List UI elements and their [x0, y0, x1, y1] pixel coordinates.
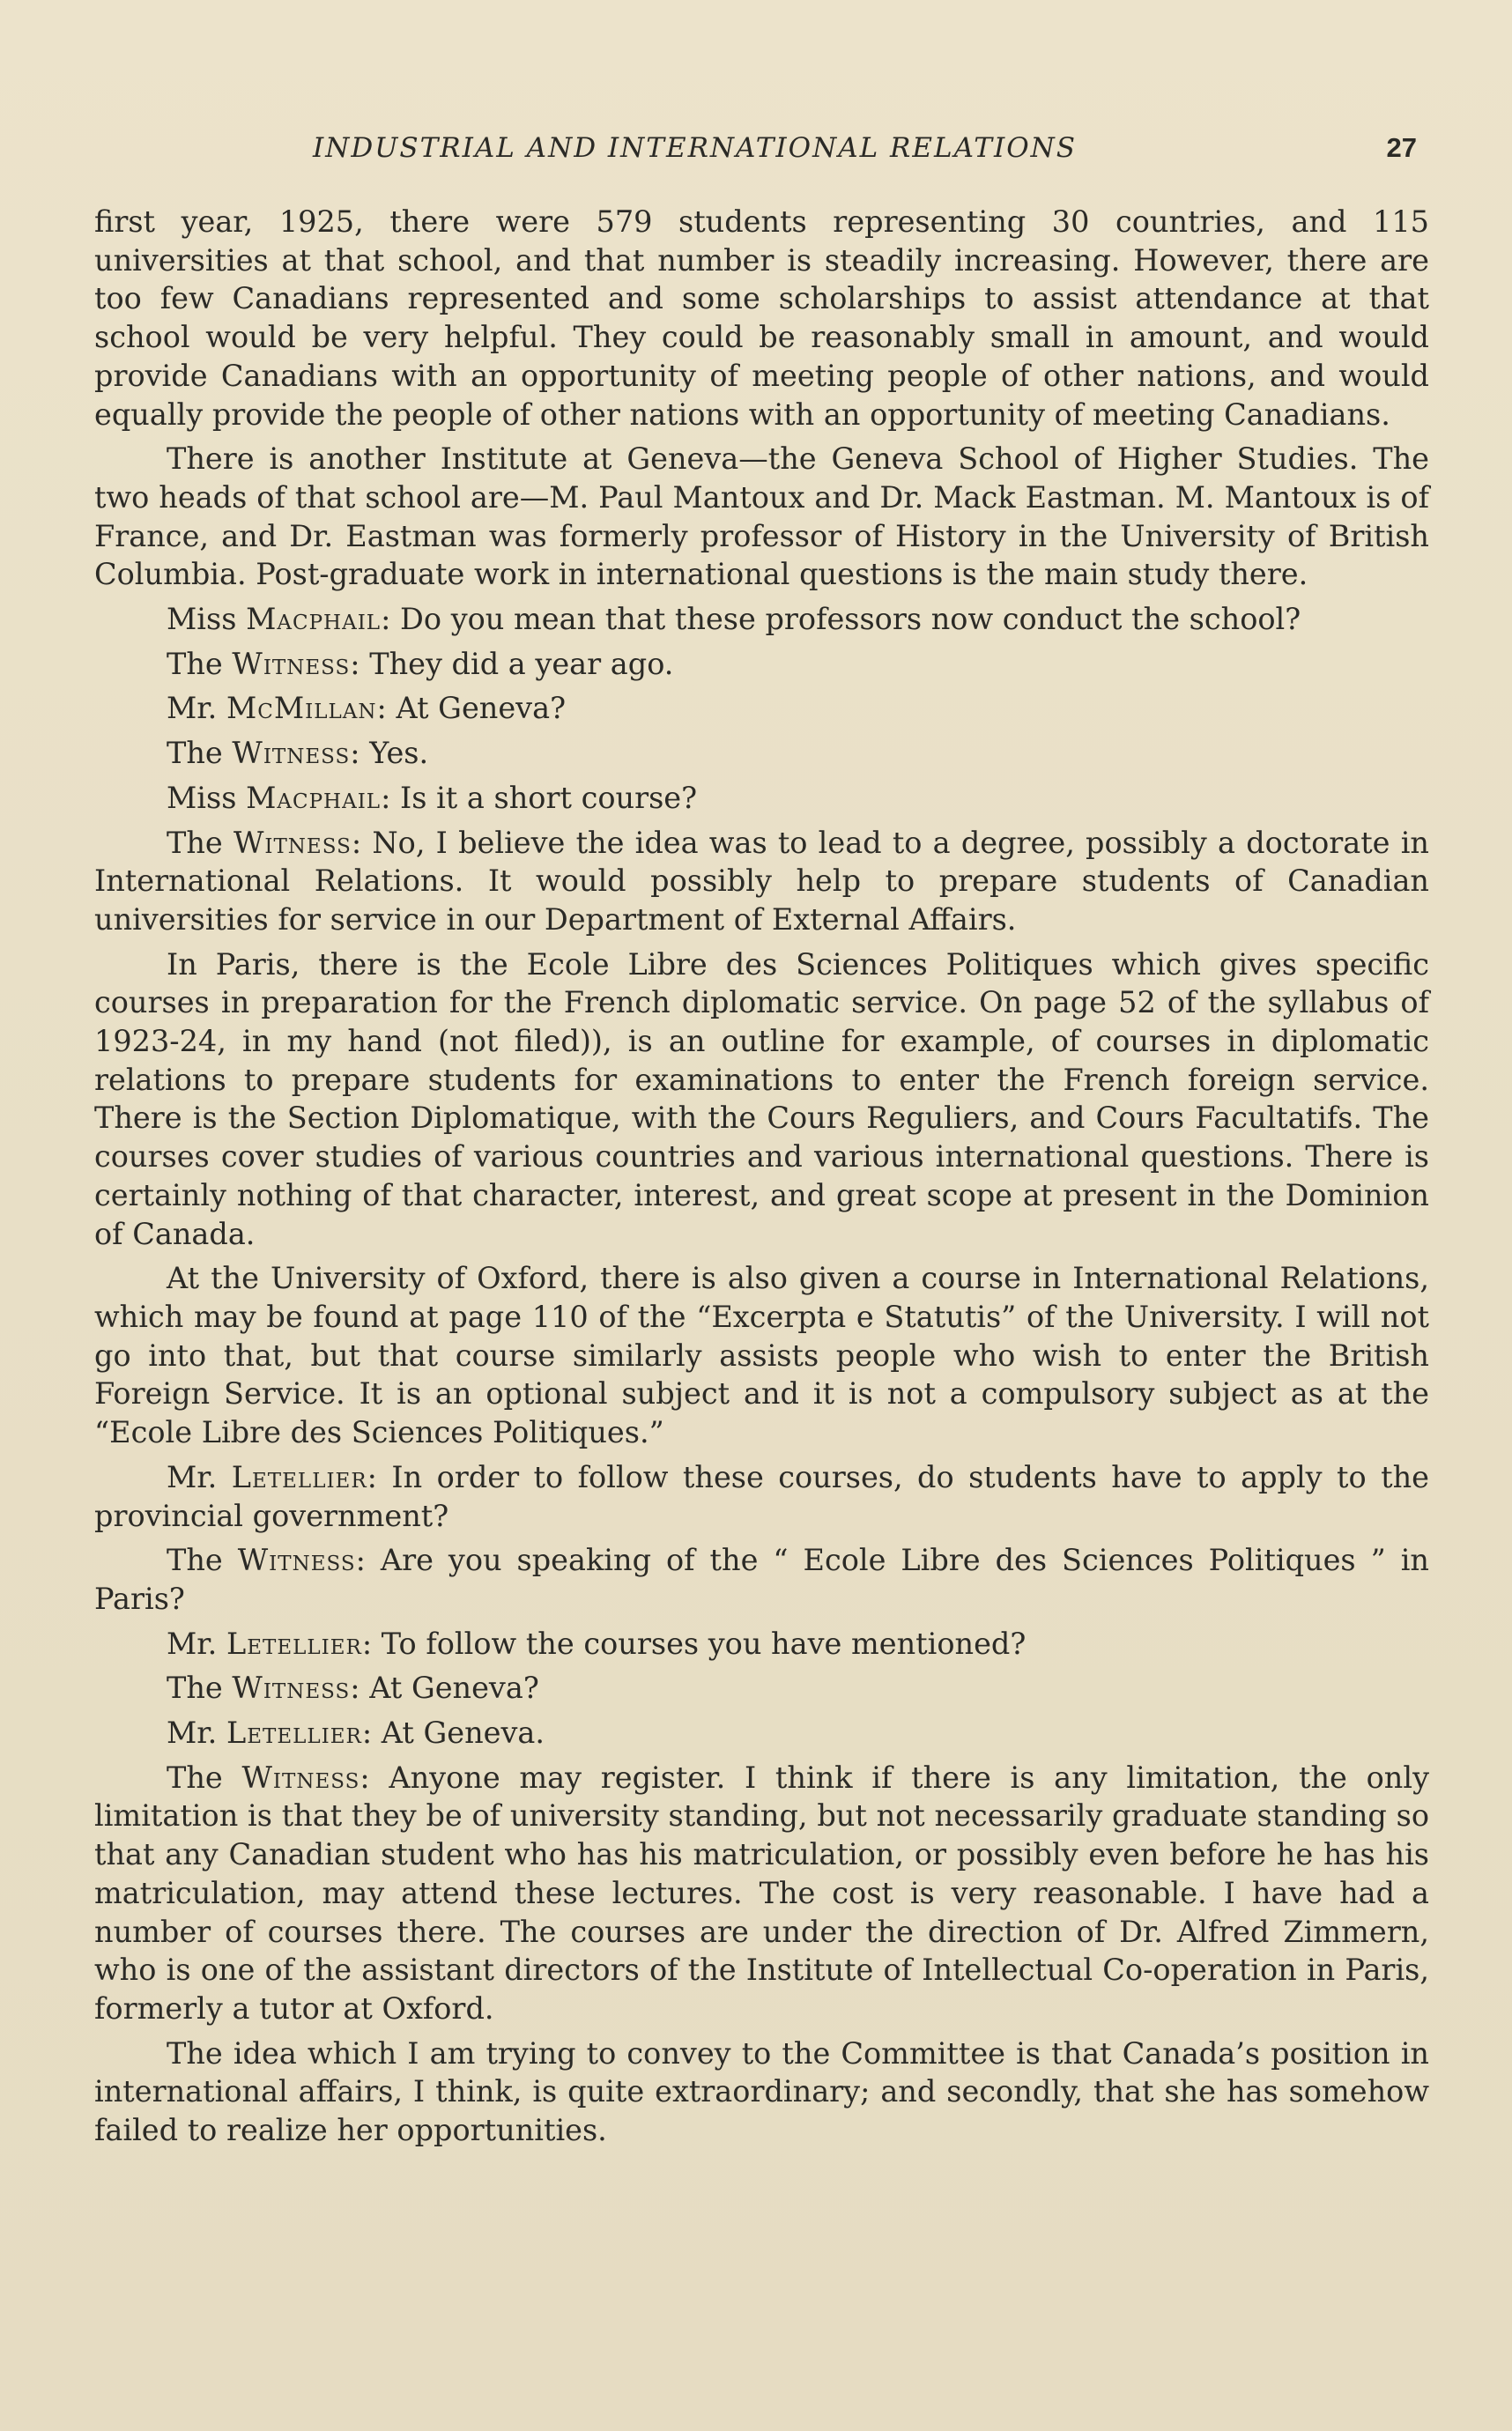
speech-paragraph: Miss Macphail: Do you mean that these professors now conduct the school?	[167, 602, 1301, 637]
speaker-name: Witness	[232, 1671, 351, 1706]
speech-paragraph: The Witness: Anyone may register. I think if there is any limitation, the only limitation is that they be of university standing, but not necessarily graduate standing so that any Canadian student who has his matriculation, or possibly even before he has his matriculation, may attend these lectures. The cost is very reasonable. I have had a number of courses there. The courses are under the direction of Dr. Alfred Zimmern, who is one of the assistant directors of the Institute of Intellectual Co-operation in Paris, formerly a tutor at Oxford.	[94, 1760, 1429, 2026]
speech-paragraph: Mr. McMillan: At Geneva?	[167, 691, 567, 726]
speaker-name: Letellier	[226, 1626, 362, 1661]
speech-paragraph: The Witness: Are you speaking of the “ Ecole Libre des Sciences Politiques ” in Paris?	[94, 1543, 1429, 1616]
speech-paragraph: Mr. Letellier: To follow the courses you have mentioned?	[167, 1626, 1027, 1661]
speaker-name: Macphail	[246, 780, 382, 815]
speaker-name: Letellier	[226, 1716, 362, 1751]
speaker-name: Witness	[232, 646, 351, 681]
speaker-name: Macphail	[246, 602, 382, 637]
speech-paragraph: The Witness: No, I believe the idea was to lead to a degree, possibly a doctorate in International Relations. It would possibly help to prepare students of Canadian universities for service in our Department of External Affairs.	[94, 825, 1429, 937]
speaker-name: Witness	[233, 825, 352, 860]
speech-paragraph: The Witness: They did a year ago.	[167, 646, 674, 681]
paragraph: The idea which I am trying to convey to the Committee is that Canada’s position in international affairs, I think, is quite extraordinary; and secondly, that she has somehow failed to realize her opportunities.	[94, 2035, 1429, 2148]
paragraph: In Paris, there is the Ecole Libre des Sciences Politiques which gives specific courses in preparation for the French diplomatic service. On page 52 of the syllabus of 1923-24, in my hand (not filed)), is an outline for example, of courses in diplomatic relations to prepare students for examinations to enter the French foreign service. There is the Section Diplomatique, with the Cours Reguliers, and Cours Facultatifs. The courses cover studies of various countries and various international questions. There is certainly nothing of that character, interest, and great scope at present in the Dominion of Canada.	[94, 946, 1429, 1251]
page-number: 27	[1386, 132, 1417, 163]
speaker-name: Letellier	[231, 1459, 367, 1494]
speech-paragraph: Mr. Letellier: In order to follow these courses, do students have to apply to the provincial government?	[94, 1459, 1429, 1533]
speaker-name: Witness	[241, 1760, 360, 1795]
body-text	[94, 203, 1429, 2156]
speaker-name: Witness	[232, 736, 351, 771]
speaker-name: McMillan	[226, 691, 377, 726]
speaker-name: Witness	[237, 1543, 356, 1578]
paragraph: At the University of Oxford, there is also given a course in International Relations, which may be found at page 110 of the “Excerpta e Statutis” of the University. I will not go into that, but that course similarly assists people who wish to enter the British Foreign Service. It is an optional subject and it is not a compulsory subject as at the “Ecole Libre des Sciences Politiques.”	[94, 1261, 1429, 1450]
paragraph: first year, 1925, there were 579 students representing 30 countries, and 115 universities at that school, and that number is steadily increasing. However, there are too few Canadians represented and some scholarships to assist attendance at that school would be very helpful. They could be reasonably small in amount, and would provide Canadians with an opportunity of meeting people of other nations, and would equally provide the people of other nations with an opportunity of meeting Canadians.	[94, 204, 1429, 432]
speech-paragraph: The Witness: At Geneva?	[167, 1671, 539, 1706]
speech-paragraph: The Witness: Yes.	[167, 736, 429, 771]
running-title: INDUSTRIAL AND INTERNATIONAL RELATIONS	[313, 132, 1077, 164]
paragraph: There is another Institute at Geneva—the Geneva School of Higher Studies. The two heads of that school are—M. Paul Mantoux and Dr. Mack Eastman. M. Mantoux is of France, and Dr. Eastman was formerly professor of History in the University of British Columbia. Post-graduate work in international questions is the main study there.	[94, 441, 1429, 592]
speech-paragraph: Mr. Letellier: At Geneva.	[167, 1716, 545, 1751]
speech-paragraph: Miss Macphail: Is it a short course?	[167, 780, 698, 815]
